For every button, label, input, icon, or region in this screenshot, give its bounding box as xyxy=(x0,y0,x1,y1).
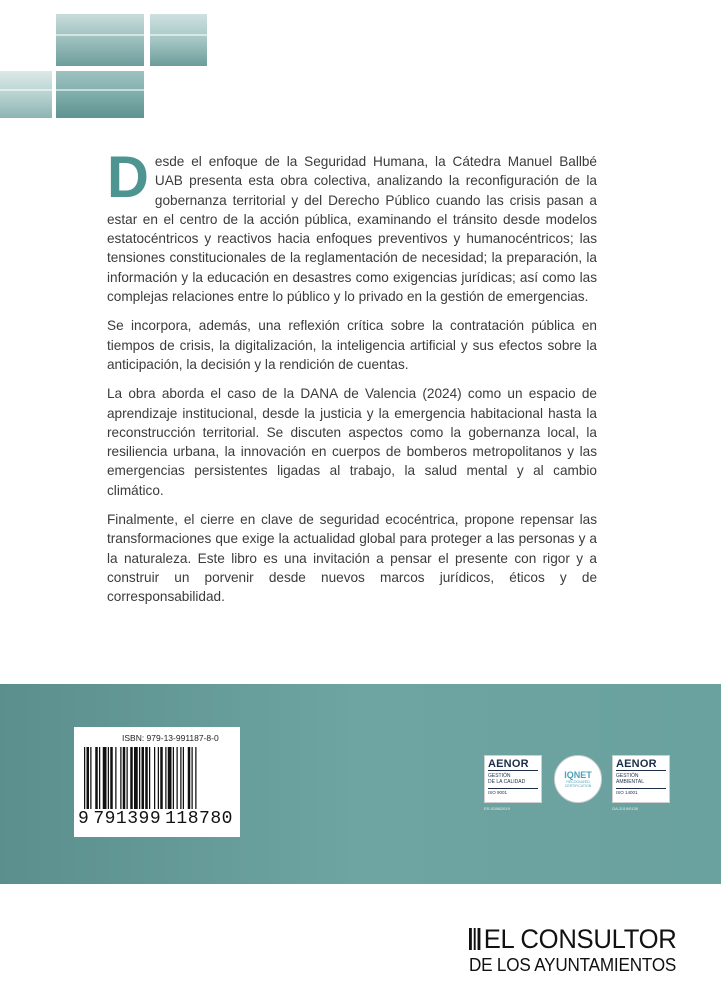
cert-line: CERTIFICATION xyxy=(564,784,592,788)
publisher-name: EL CONSULTOR xyxy=(483,924,677,954)
isbn-digits xyxy=(78,809,238,829)
cert-line: GESTIÓN xyxy=(488,773,511,779)
isbn-digit-group: 791399 xyxy=(93,809,162,829)
dropcap: D xyxy=(107,145,149,210)
iqnet-seal xyxy=(554,755,602,803)
cert-code: ISO 14001 xyxy=(616,788,666,795)
paragraph-2: Se incorpora, además, una reflexión crítica sobre la contratación pública en tiempos de crisis, la digitalización, la inteligencia artificial y sus efectos sobre la anticipación, la decisión y la rendición de cuentas. xyxy=(107,318,597,372)
isbn-barcode xyxy=(74,727,240,837)
paragraph-3: La obra aborda el caso de la DANA de Valencia (2024) como un espacio de aprendizaje institucional, desde la justicia y la emergencia habitacional hasta la reconstrucción territorial. Se discuten aspectos como la gobernanza local, la resiliencia urbana, la innovación en cuerpos de bomberos metropolitanos y las emergencias persistentes ligadas al trabajo, la salud mental y al cambio climático. xyxy=(107,386,597,498)
decorative-tile xyxy=(0,71,52,118)
barcode-bars xyxy=(84,747,232,809)
cert-code: ISO 9001 xyxy=(488,788,538,795)
cert-number: GA-2019/0130 xyxy=(612,806,639,811)
aenor-environmental-seal xyxy=(612,755,670,811)
paragraph-1-text: esde el enfoque de la Seguridad Humana, la Cátedra Manuel Ballbé UAB presenta esta obra colectiva, analizando la reconfiguración de la gobernanza territorial y del Derecho Público cuando las crisis pasan a estar en el centro de la acción pública, examinando el tránsito desde modelos estatocéntricos y reactivos hacia enfoques preventivos y humanocéntricos; las tensiones constitucionales de la reglamentación de necesidad; la preparación, la información y la educación en desastres como exigencias jurídicas; así como las complejas relaciones entre lo público y lo privado en la gestión de emergencias. xyxy=(107,154,597,305)
decorative-tile xyxy=(56,14,144,66)
isbn-label: ISBN: 979-13-991187-8-0 xyxy=(122,733,219,743)
cert-line: DE LA CALIDAD xyxy=(488,779,526,785)
decorative-tile xyxy=(150,14,207,66)
cert-line: AMBIENTAL xyxy=(616,779,644,785)
paragraph-1 xyxy=(107,145,597,306)
isbn-digit-group: 9 xyxy=(78,809,90,829)
aenor-quality-seal xyxy=(484,755,542,811)
aenor-logo: AENOR xyxy=(616,758,666,771)
cert-number: ER-0286/2019 xyxy=(484,806,510,811)
book-description xyxy=(107,145,597,617)
isbn-digit-group: 118780 xyxy=(165,809,233,829)
cert-line: RECOGNIZED xyxy=(566,780,590,784)
aenor-logo: AENOR xyxy=(488,758,538,771)
publisher-logo xyxy=(469,925,687,975)
cert-line: GESTIÓN xyxy=(616,773,639,779)
publisher-subtitle: DE LOS AYUNTAMIENTOS xyxy=(469,955,677,975)
paragraph-4: Finalmente, el cierre en clave de seguridad ecocéntrica, propone repensar las transformaciones que exige la actualidad global para proteger a las personas y a la naturaleza. Este libro es una invitación a pensar el presente con rigor y a construir un porvenir desde nuevos marcos jurídicos, éticos y de corresponsabilidad. xyxy=(107,512,597,605)
decorative-tile xyxy=(56,71,144,118)
publisher-bars-icon xyxy=(469,928,480,950)
iqnet-logo: IQNET xyxy=(564,770,592,780)
